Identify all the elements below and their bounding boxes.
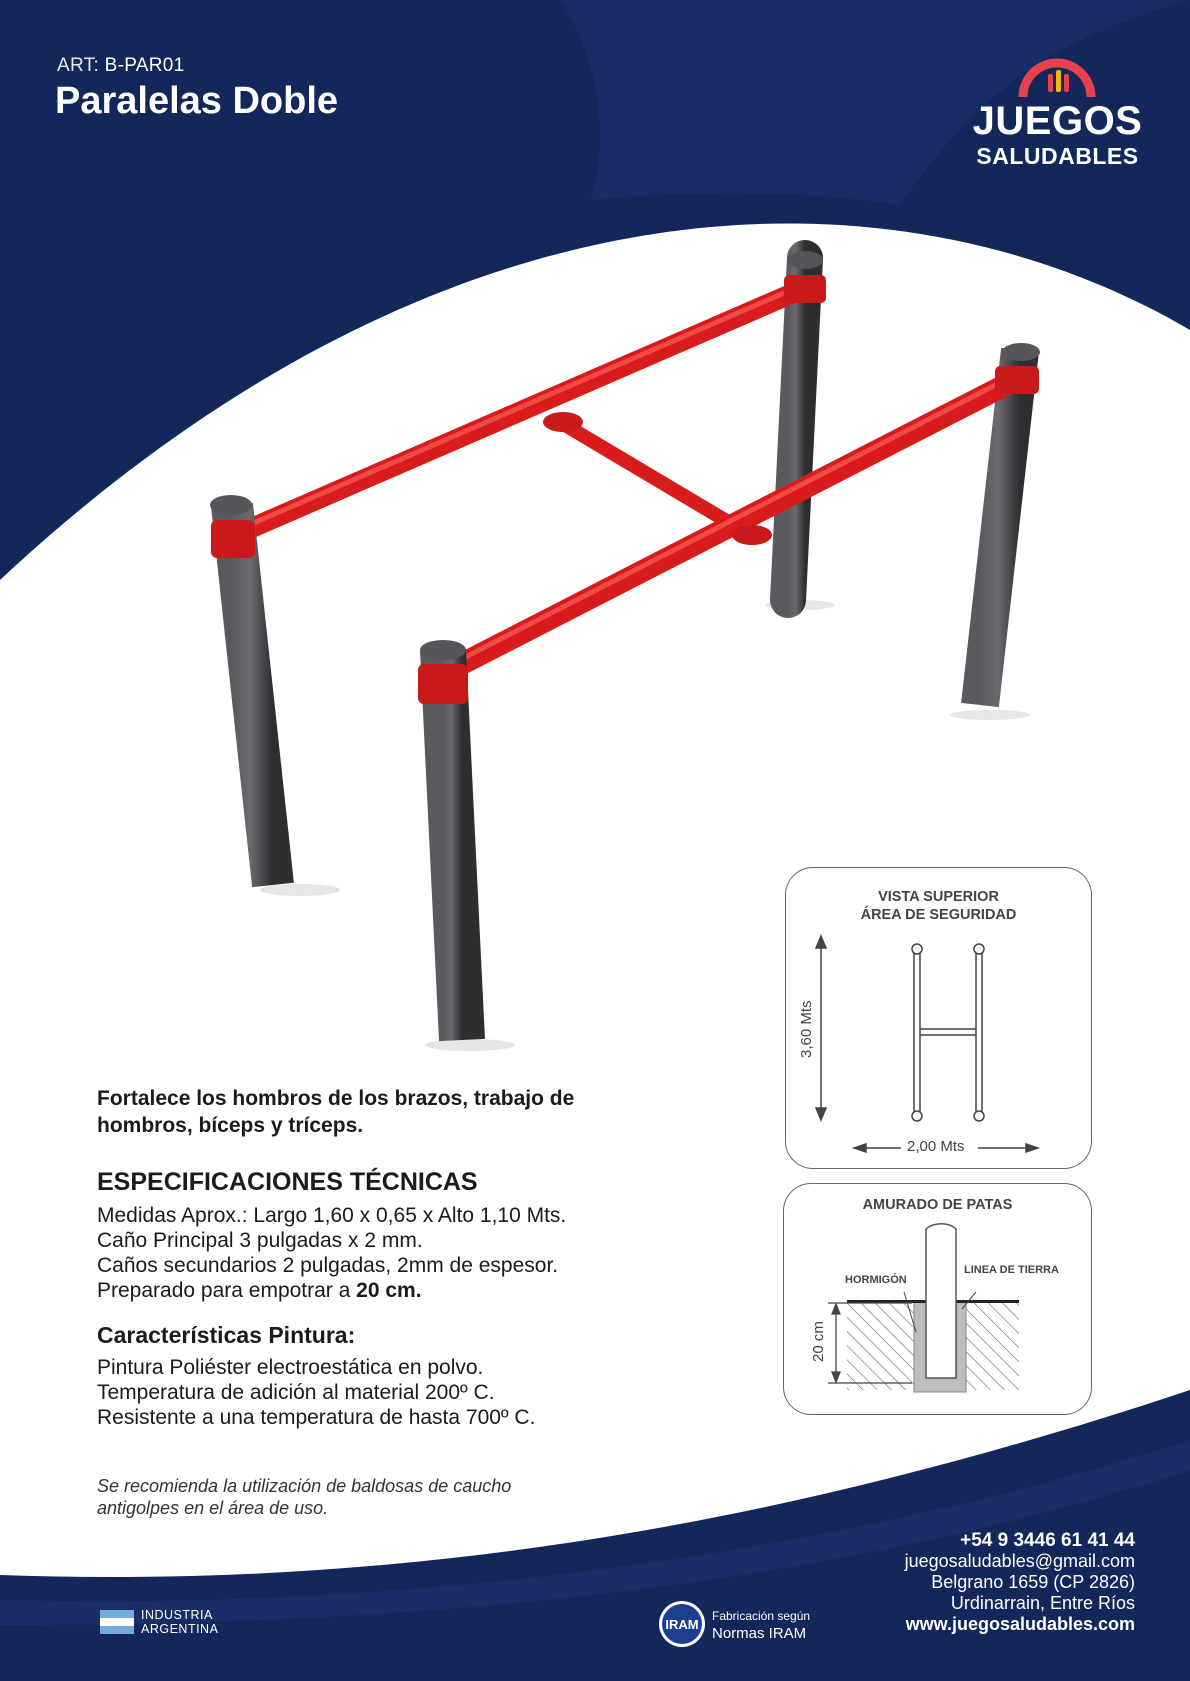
front-right-post (418, 640, 468, 1040)
left-rail (247, 290, 800, 530)
front-left-post (210, 495, 273, 885)
product-description: Fortalece los hombros de los brazos, trabajo de hombros, bíceps y tríceps. (97, 1087, 575, 1137)
right-rail (450, 380, 1015, 670)
ground-line-label: LINEA DE TIERRA (964, 1264, 1059, 1276)
anchoring-title: AMURADO DE PATAS (862, 1197, 1013, 1213)
logo-word-saludables: SALUDABLES (976, 143, 1139, 169)
article-code (57, 55, 185, 77)
paint-item: Resistente a una temperatura de hasta 700º C. (97, 1406, 536, 1429)
spec-item: Caño Principal 3 pulgadas x 2 mm. (97, 1229, 423, 1252)
paint-item: Temperatura de adición al material 200º C. (97, 1381, 495, 1404)
contact-address-street: Belgrano 1659 (CP 2826) (931, 1572, 1135, 1592)
iram-large-text: Normas IRAM (712, 1625, 807, 1642)
logo-word-juegos: JUEGOS (972, 99, 1143, 143)
paint-heading: Características Pintura: (97, 1322, 356, 1348)
logo-arch-icon (965, 55, 1150, 105)
spec-item: Caños secundarios 2 pulgadas, 2mm de espesor. (97, 1254, 559, 1277)
industria-line1: INDUSTRIA (141, 1608, 213, 1622)
contact-phone[interactable]: +54 9 3446 61 41 44 (960, 1530, 1135, 1551)
article-number: B-PAR01 (104, 55, 185, 76)
spec-item: Medidas Aprox.: Largo 1,60 x 0,65 x Alto 1,10 Mts. (97, 1204, 567, 1227)
concrete-label: HORMIGÓN (845, 1274, 907, 1286)
paint-list (97, 1355, 535, 1430)
paint-item: Pintura Poliéster electroestática en polvo. (97, 1356, 484, 1379)
specs-heading: ESPECIFICACIONES TÉCNICAS (97, 1168, 478, 1196)
argentina-flag-icon (100, 1610, 134, 1634)
iram-certification (712, 1608, 810, 1642)
brand-logo (965, 55, 1150, 175)
contact-info (905, 1530, 1135, 1635)
specs-list (97, 1203, 566, 1303)
industria-argentina (141, 1608, 218, 1636)
depth-label: 20 cm (810, 1321, 827, 1362)
product-title: Paralelas Doble (55, 80, 339, 122)
spec-item-embed (97, 1278, 566, 1303)
iram-seal-icon (658, 1600, 706, 1648)
usage-recommendation: Se recomienda la utilización de baldosas de caucho antigolpes en el área de uso. (97, 1476, 512, 1518)
top-view-drawing (786, 868, 1091, 1168)
embed-prefix: Preparado para empotrar a (97, 1279, 357, 1302)
anchoring-drawing (784, 1184, 1091, 1414)
contact-address-city: Urdinarrain, Entre Ríos (950, 1593, 1135, 1613)
safety-length-label: 3,60 Mts (798, 1000, 815, 1058)
iram-seal-text: IRAM (665, 1617, 699, 1632)
embed-value: 20 cm. (356, 1279, 422, 1302)
article-label: ART: (57, 55, 100, 76)
anchoring-diagram (783, 1183, 1092, 1415)
contact-email[interactable]: juegosaludables@gmail.com (904, 1551, 1135, 1571)
industria-line2: ARGENTINA (141, 1622, 219, 1636)
safety-width-label: 2,00 Mts (907, 1138, 965, 1155)
top-view-diagram (785, 867, 1092, 1169)
iram-small-text: Fabricación según (712, 1609, 811, 1623)
top-view-title-line1: VISTA SUPERIOR (878, 889, 999, 905)
cross-bar (560, 422, 750, 535)
contact-website[interactable]: www.juegosaludables.com (905, 1614, 1135, 1634)
top-view-title-line2: ÁREA DE SEGURIDAD (860, 907, 1017, 923)
